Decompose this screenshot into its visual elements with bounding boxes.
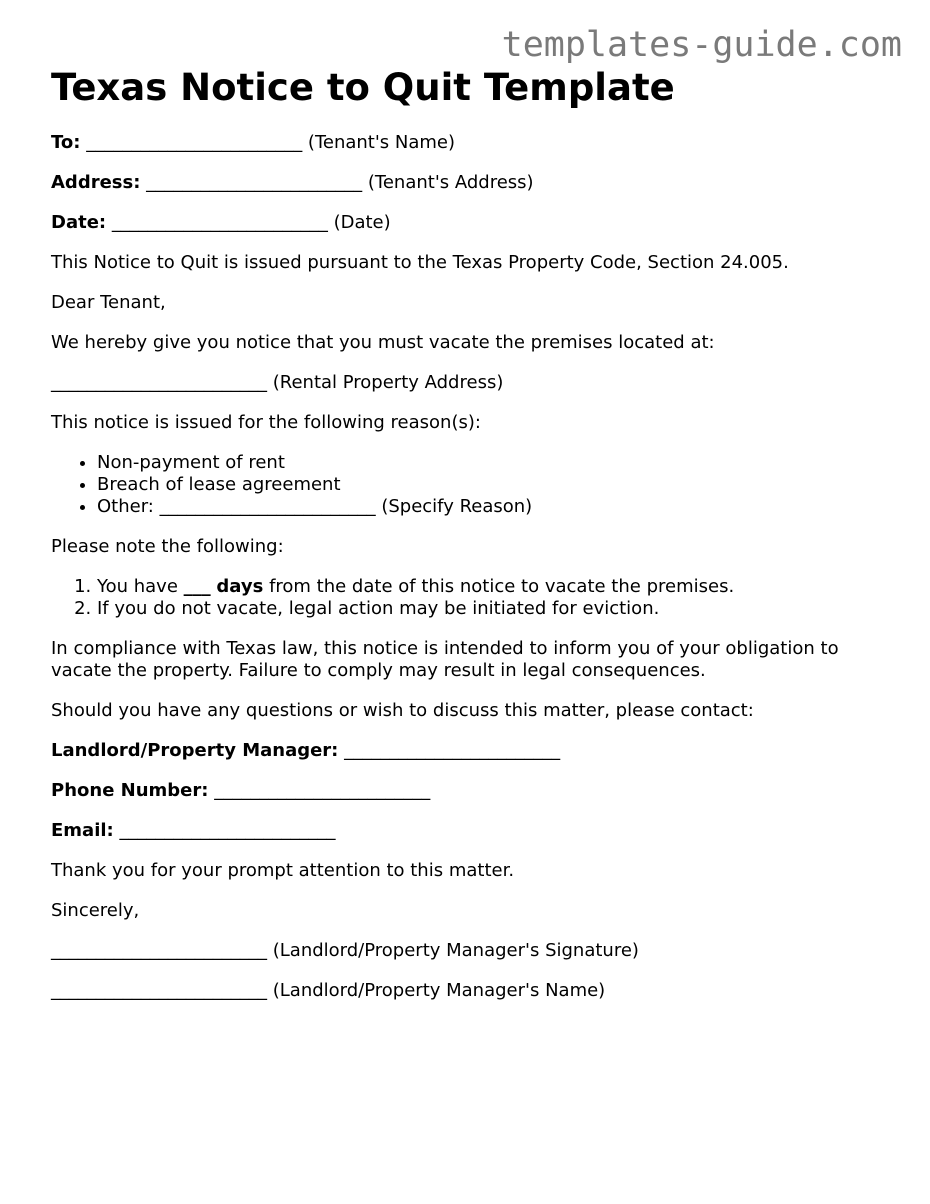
document-page	[51, 66, 891, 1020]
thanks-paragraph: Thank you for your prompt attention to this matter.	[51, 860, 515, 881]
contact-intro: Should you have any questions or wish to discuss this matter, please contact:	[51, 700, 754, 721]
phone-blank: ________________________	[214, 780, 431, 801]
date-line	[51, 212, 891, 234]
rental-address-hint: (Rental Property Address)	[272, 372, 504, 393]
rental-address-blank: ________________________	[51, 372, 267, 393]
compliance-paragraph: In compliance with Texas law, this notice is intended to inform you of your obligation to vacate the property. Failure to comply may result in legal consequences.	[51, 638, 839, 681]
signature-hint: (Landlord/Property Manager's Signature)	[272, 940, 639, 961]
page-title: Texas Notice to Quit Template	[51, 66, 675, 109]
name-line	[51, 980, 891, 1002]
landlord-label: Landlord/Property Manager:	[51, 740, 339, 761]
signature-line	[51, 940, 891, 962]
reason-other-blank: ________________________	[159, 496, 376, 517]
to-label: To:	[51, 132, 81, 153]
reason-other-label: Other:	[97, 496, 154, 517]
reasons-intro: This notice is issued for the following reason(s):	[51, 412, 481, 433]
to-line	[51, 132, 891, 154]
phone-line	[51, 780, 891, 802]
watermark: templates-guide.com	[501, 25, 902, 65]
address-hint: (Tenant's Address)	[367, 172, 534, 193]
note-legal: 2. If you do not vacate, legal action may be initiated for eviction.	[97, 598, 891, 620]
name-hint: (Landlord/Property Manager's Name)	[272, 980, 606, 1001]
note-days-bold: days	[216, 576, 264, 597]
reason-nonpayment: • Non-payment of rent	[97, 452, 891, 474]
date-hint: (Date)	[333, 212, 391, 233]
reasons-list	[51, 452, 891, 518]
date-blank: ________________________	[111, 212, 328, 233]
email-blank: ________________________	[119, 820, 336, 841]
address-blank: ________________________	[146, 172, 363, 193]
name-blank: ________________________	[51, 980, 267, 1001]
phone-label: Phone Number:	[51, 780, 209, 801]
note-days-blank: ___	[183, 576, 211, 597]
email-label: Email:	[51, 820, 114, 841]
intro-paragraph: This Notice to Quit is issued pursuant to the Texas Property Code, Section 24.005.	[51, 252, 789, 273]
note-days-suffix: from the date of this notice to vacate the premises.	[269, 576, 735, 597]
note-days-prefix: You have	[97, 576, 178, 597]
date-label: Date:	[51, 212, 107, 233]
to-blank: ________________________	[86, 132, 303, 153]
reason-other	[97, 496, 891, 518]
rental-address-line	[51, 372, 891, 394]
reason-other-hint: (Specify Reason)	[381, 496, 533, 517]
vacate-notice: We hereby give you notice that you must vacate the premises located at:	[51, 332, 715, 353]
note-days	[97, 576, 891, 598]
to-hint: (Tenant's Name)	[307, 132, 456, 153]
address-label: Address:	[51, 172, 141, 193]
landlord-blank: ________________________	[344, 740, 561, 761]
notes-list	[51, 576, 891, 620]
closing: Sincerely,	[51, 900, 140, 921]
reason-breach: • Breach of lease agreement	[97, 474, 891, 496]
signature-blank: ________________________	[51, 940, 267, 961]
landlord-line	[51, 740, 891, 762]
note-intro: Please note the following:	[51, 536, 284, 557]
address-line	[51, 172, 891, 194]
salutation: Dear Tenant,	[51, 292, 166, 313]
email-line	[51, 820, 891, 842]
